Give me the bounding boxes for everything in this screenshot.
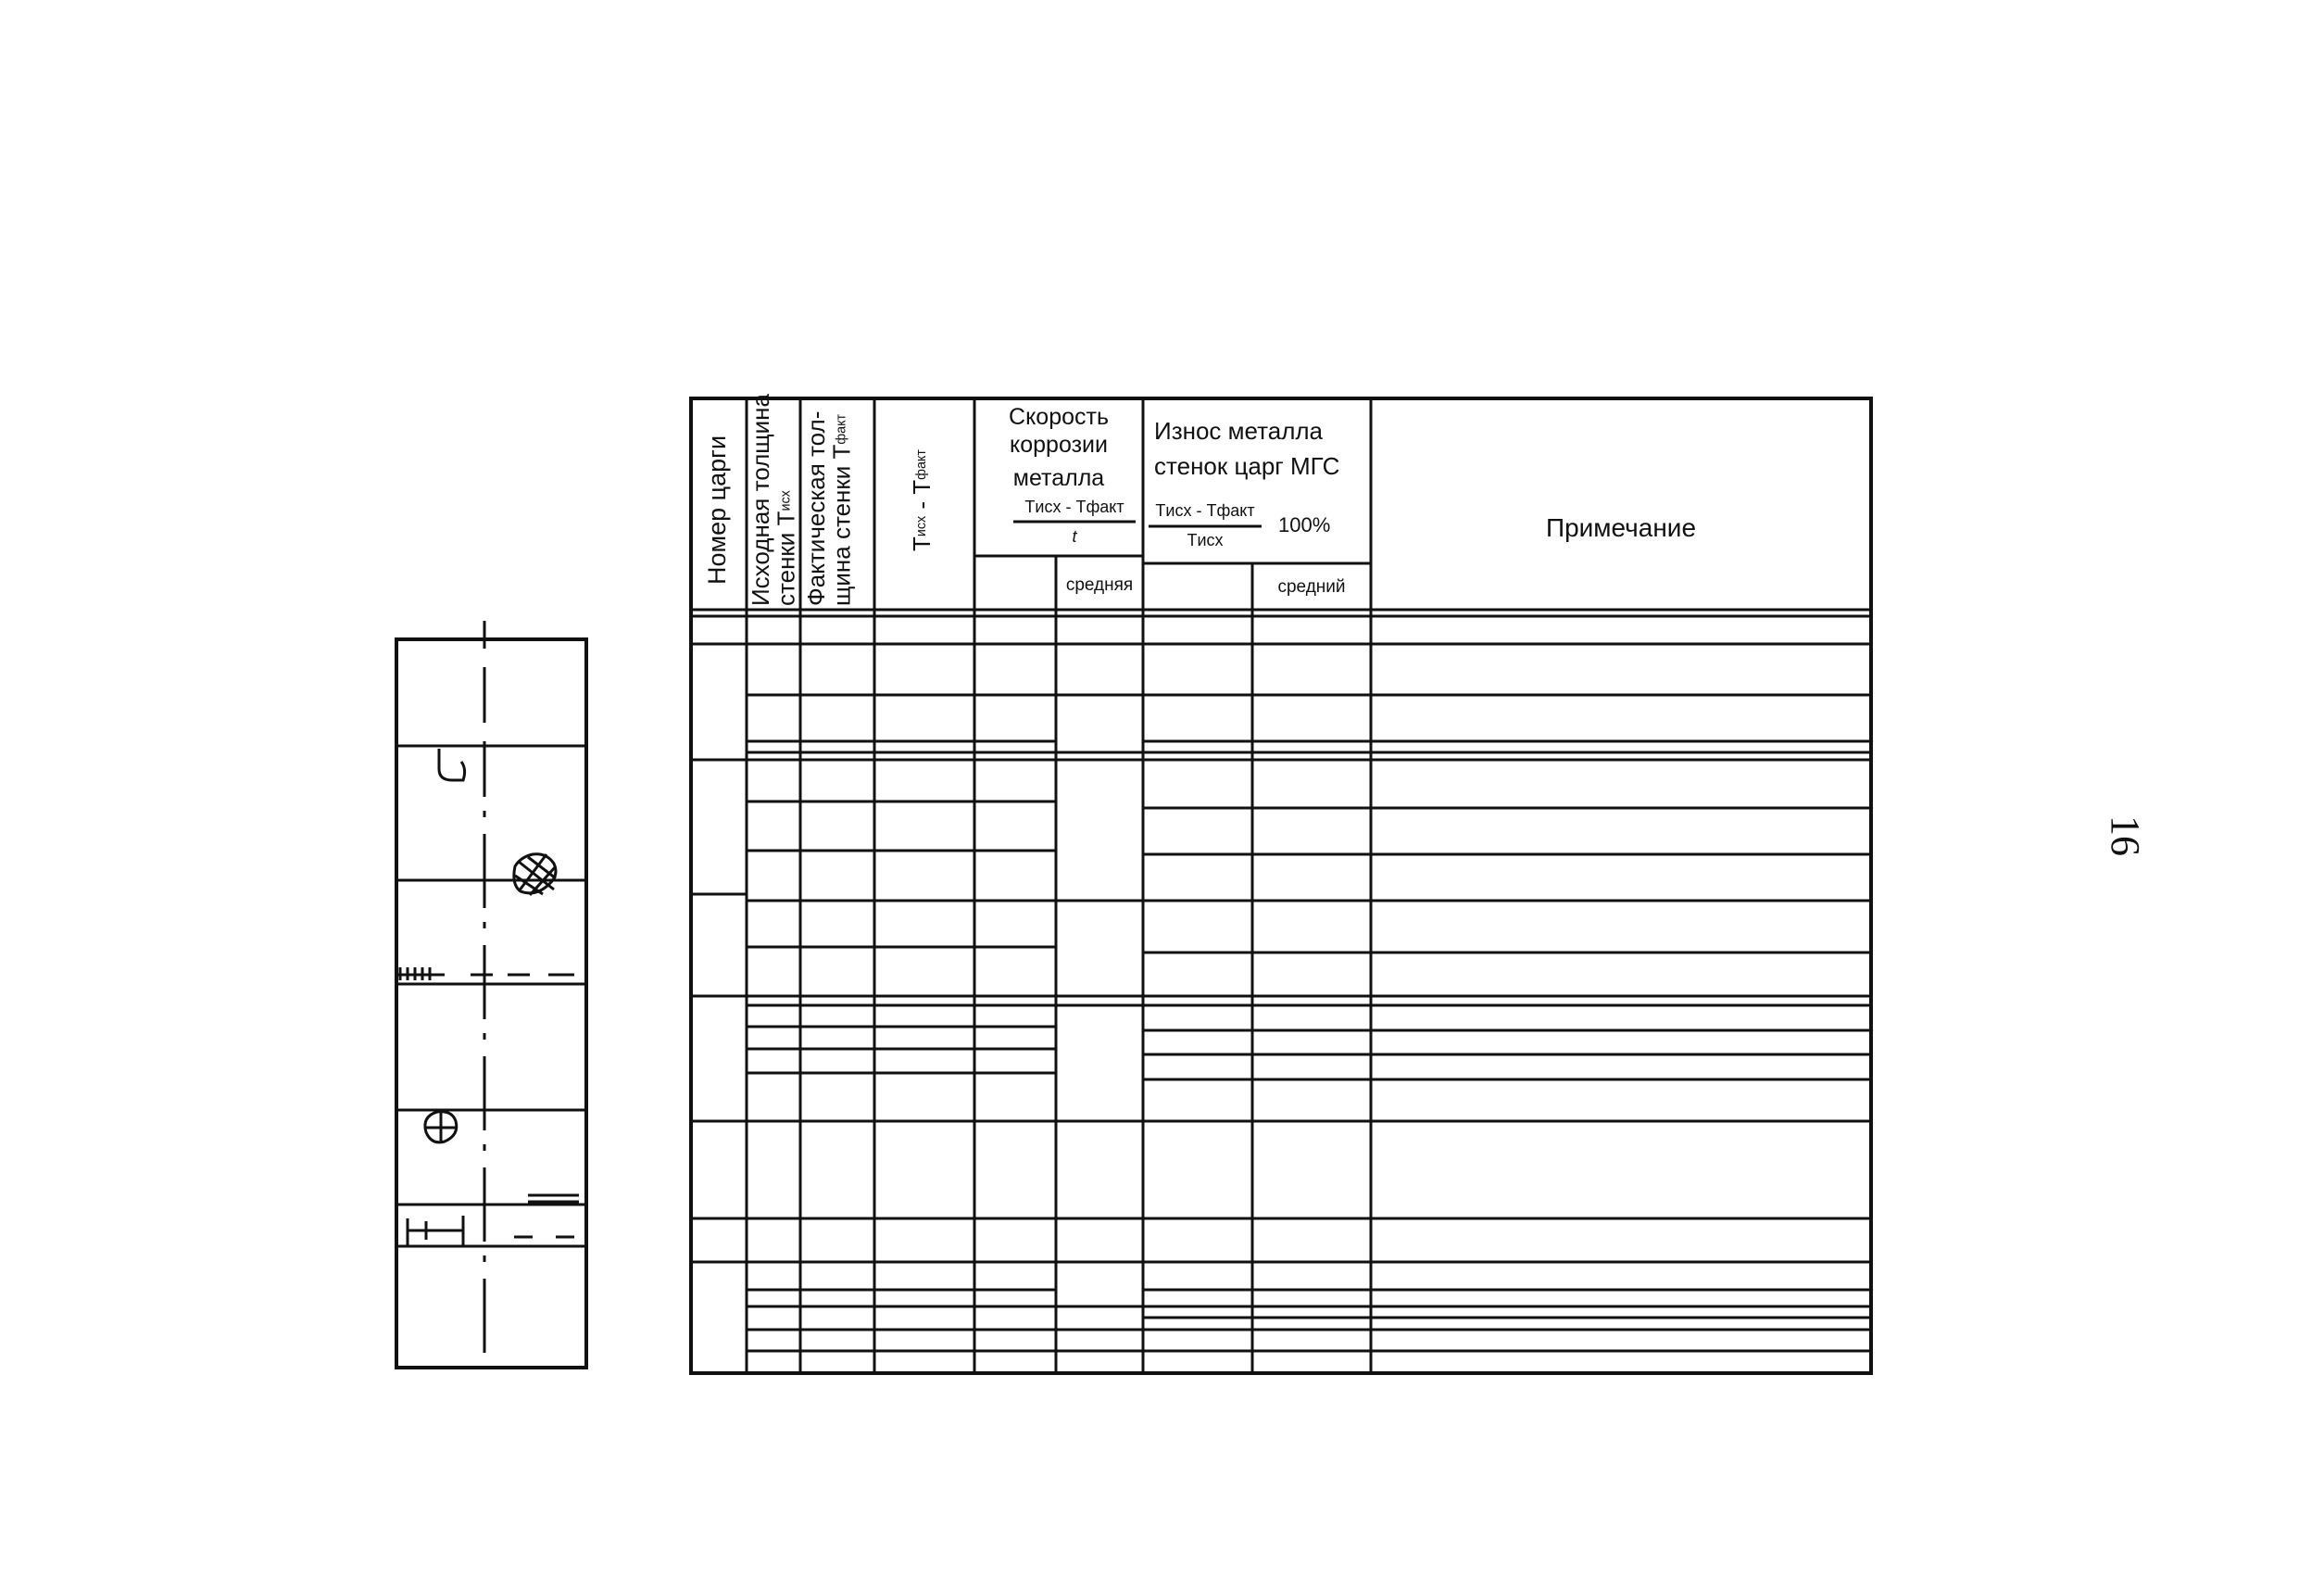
- header-col-initial-thickness: Исходная толщина стенки Tисх: [747, 394, 800, 606]
- page-number: 16: [2103, 815, 2148, 856]
- wear-formula-percent: 100%: [1278, 513, 1331, 536]
- header-corrosion-rate-line1: Скорость: [1009, 404, 1109, 430]
- header-corrosion-rate-line3: металла: [1012, 465, 1105, 491]
- wear-mean-subheader: средний: [1277, 577, 1346, 597]
- header-note: Примечание: [1545, 513, 1697, 542]
- corrosion-mean-subheader: средняя: [1065, 575, 1134, 595]
- header-col-segment-number: Номер царги: [703, 435, 731, 585]
- header-corrosion-rate-line2: коррозии: [1010, 432, 1108, 458]
- header-col-thickness-difference: Tисх - Tфакт: [908, 449, 936, 551]
- corrosion-formula-denominator: t: [1072, 527, 1077, 546]
- wear-formula-denominator: Tисх: [1187, 531, 1224, 549]
- header-col-actual-thickness: Фактическая тол- щина стенки Tфакт: [802, 410, 856, 606]
- header-metal-wear-line2: стенок царг МГС: [1154, 452, 1340, 480]
- corrosion-formula-numerator: Tисх - Tфакт: [1024, 498, 1124, 516]
- header-metal-wear-line1: Износ металла: [1154, 417, 1323, 445]
- wear-formula-numerator: Tисх - Tфакт: [1155, 501, 1255, 520]
